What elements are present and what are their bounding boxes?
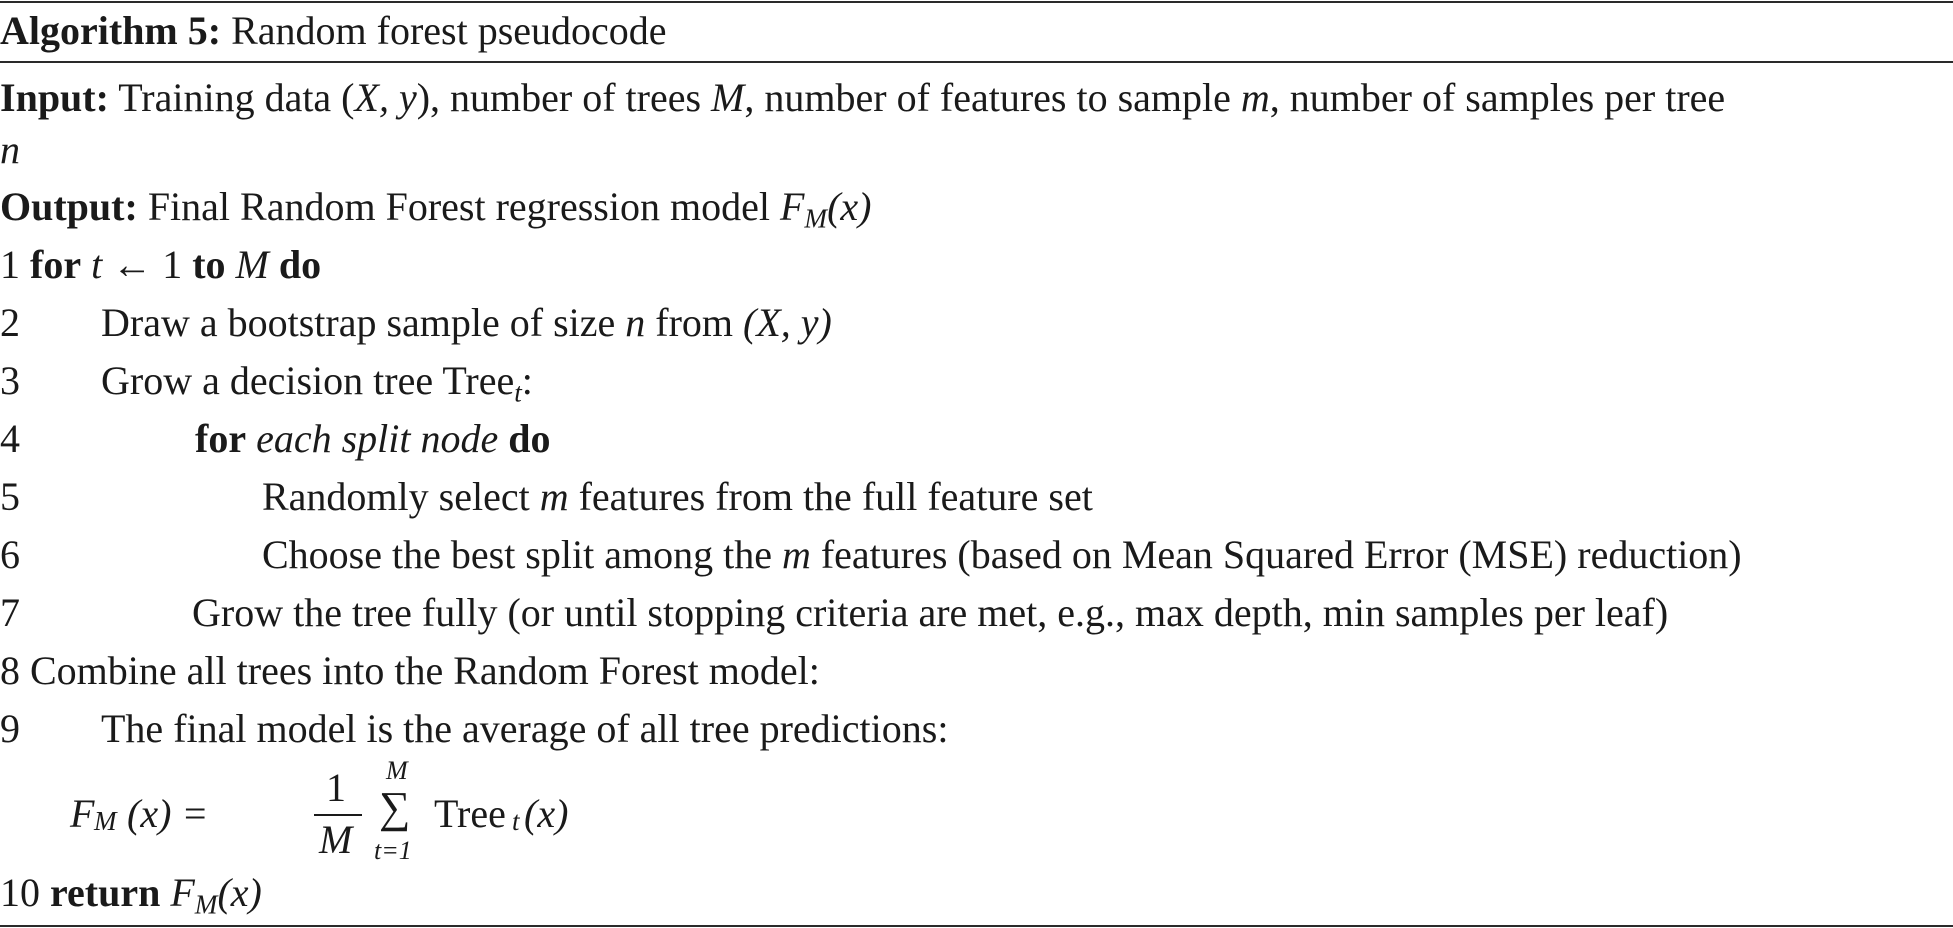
algo-line-9: The final model is the average of all tree predictions: (101, 706, 949, 751)
line-number: 1 (0, 242, 20, 287)
line-text: Grow a decision tree Tree (101, 358, 515, 403)
algo-line-1 (0, 242, 322, 287)
formula-lhs-sub: M (94, 806, 117, 836)
line-text: from (645, 300, 744, 345)
algo-line-7: Grow the tree fully (or until stopping criteria are met, e.g., max depth, min samples per leaf) (192, 590, 1669, 635)
formula-tree-sub: t (512, 806, 520, 836)
tree-subscript: t (514, 377, 522, 408)
var-t: t (91, 242, 103, 287)
var-m: m (781, 532, 811, 577)
formula-tree: Tree (434, 791, 506, 836)
formula-sum-symbol: ∑ (379, 783, 411, 832)
output-F-sub: M (804, 203, 828, 234)
return-F: F (170, 870, 195, 915)
var-n: n (625, 300, 646, 345)
line-number: 10 (0, 870, 40, 915)
formula-sum-lower: t=1 (374, 836, 412, 865)
output-label: Output: (0, 184, 138, 229)
keyword-do: do (278, 242, 322, 287)
top-rule (0, 1, 1953, 3)
line-text: Draw a bootstrap sample of size (101, 300, 626, 345)
caption-rule (0, 61, 1953, 63)
keyword-to: to (192, 242, 226, 287)
line-number: 7 (0, 590, 20, 635)
caption-title: Random forest pseudocode (231, 8, 667, 53)
input-xy: X, y (354, 75, 417, 120)
line-number: 6 (0, 532, 20, 577)
input-m: m (1240, 75, 1270, 120)
line-text: features (based on Mean Squared Error (MSE) reduction) (810, 532, 1742, 577)
algo-line-5 (262, 474, 1093, 519)
line-number: 5 (0, 474, 20, 519)
var-M: M (235, 242, 269, 287)
algo-line-8 (0, 648, 820, 693)
line-number: 2 (0, 300, 20, 345)
formula-frac-den: M (319, 817, 353, 862)
algo-line-10 (0, 870, 262, 920)
var-xy: (X, y) (743, 300, 832, 345)
line-text: Randomly select (262, 474, 540, 519)
line-number: 8 (0, 648, 20, 693)
formula-tree-arg: (x) (524, 791, 569, 836)
line-number: 4 (0, 416, 20, 461)
line-number: 9 (0, 706, 20, 751)
var-m: m (539, 474, 569, 519)
assign: ← 1 (112, 242, 183, 287)
line-text: Combine all trees into the Random Forest model: (30, 648, 820, 693)
keyword-for: for (195, 416, 247, 461)
average-formula (70, 756, 590, 870)
line-text: : (521, 358, 533, 403)
output-arg: (x) (827, 184, 872, 229)
algorithm-caption (0, 8, 667, 53)
algo-line-2 (101, 300, 832, 345)
return-F-sub: M (194, 889, 218, 920)
input-n: n (0, 127, 20, 172)
input-label: Input: (0, 75, 109, 120)
line-text: Choose the best split among the (262, 532, 782, 577)
line-text: features from the full feature set (568, 474, 1093, 519)
output-F: F (779, 184, 805, 229)
formula-lhs-arg: (x) = (127, 791, 209, 836)
input-line (0, 75, 1726, 120)
formula-frac-num: 1 (326, 765, 346, 810)
algo-line-6 (262, 532, 1742, 577)
loop-condition: each split node (256, 416, 499, 461)
output-text: Final Random Forest regression model (147, 184, 780, 229)
input-text: , number of features to sample (744, 75, 1241, 120)
input-M: M (711, 75, 745, 120)
return-arg: (x) (217, 870, 262, 915)
keyword-do: do (508, 416, 551, 461)
input-text: Training data ( (118, 75, 355, 120)
keyword-for: for (30, 242, 82, 287)
bottom-rule (0, 925, 1953, 927)
output-line (0, 184, 872, 234)
input-text: ), number of trees (416, 75, 712, 120)
formula-sum-upper: M (386, 756, 408, 785)
keyword-return: return (50, 870, 161, 915)
line-number: 3 (0, 358, 20, 403)
input-text: , number of samples per tree (1269, 75, 1726, 120)
algo-line-4 (195, 416, 551, 461)
algo-line-3 (101, 358, 533, 408)
formula-lhs-F: F (70, 791, 95, 836)
formula-frac-bar (314, 814, 362, 816)
caption-label: Algorithm 5: (0, 8, 222, 53)
